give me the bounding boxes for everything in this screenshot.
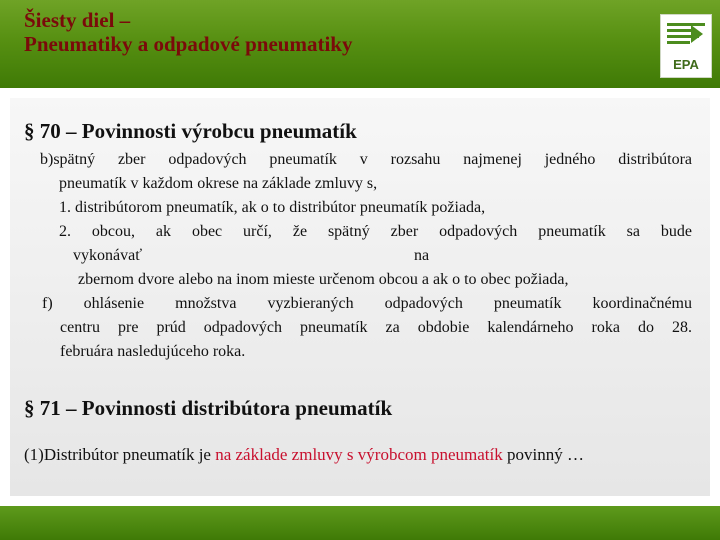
text-line: na (414, 247, 430, 264)
text-line: centru pre prúd odpadových pneumatík za obdobie kalendárneho roka do 28. (60, 319, 692, 336)
text-line: b)spätný zber odpadových pneumatík v rozsahu najmenej jedného distribútora (40, 151, 692, 168)
arrow-icon (691, 25, 703, 43)
slide-title-line1: Šiesty diel – (24, 8, 131, 32)
text-line: vykonávať (73, 247, 143, 264)
text-line: zbernom dvore alebo na inom mieste určenom obcou a ak o to obec požiada, (78, 271, 569, 288)
list-item: f) ohlásenie množstva vyzbieraných odpadových pneumatík koordinačnému (42, 295, 692, 312)
slide-title-line2: Pneumatiky a odpadové pneumatiky (24, 32, 353, 56)
footer-bar (0, 506, 720, 540)
list-item: 1. distribútorom pneumatík, ak o to distribútor pneumatík požiada, (59, 199, 486, 216)
slide-title (24, 8, 624, 56)
section-70-heading: § 70 – Povinnosti výrobcu pneumatík (24, 119, 357, 143)
epa-logo-text: EPA (673, 57, 699, 72)
header-bar (0, 0, 720, 88)
section-71-paragraph (24, 445, 584, 465)
text-line: februára nasledujúceho roka. (60, 343, 246, 360)
highlighted-text: na základe zmluvy s výrobcom pneumatík (215, 445, 503, 464)
text-line: pneumatík v každom okrese na základe zmluvy s, (59, 175, 378, 192)
epa-logo (660, 14, 712, 78)
paragraph-text: povinný … (502, 445, 584, 464)
list-item: 2. obcou, ak obec určí, že spätný zber odpadových pneumatík sa bude (59, 223, 692, 240)
paragraph-text: (1)Distribútor pneumatík je (24, 445, 216, 464)
section-71-heading: § 71 – Povinnosti distribútora pneumatík (24, 396, 393, 420)
